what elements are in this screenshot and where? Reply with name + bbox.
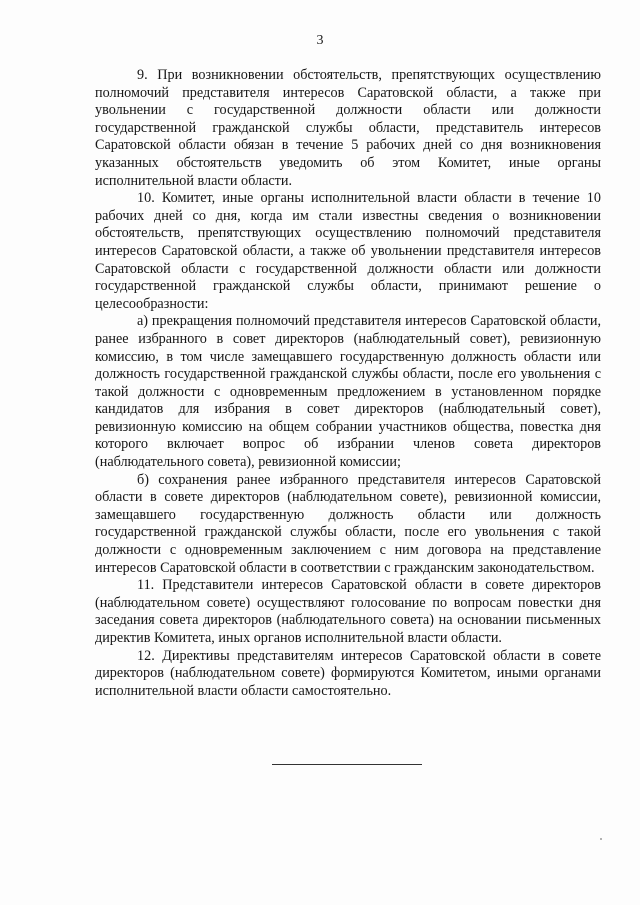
paragraph-10: 10. Комитет, иные органы исполнительной власти области в течение 10 рабочих дней со дня, когда им стали известны сведения о возникновении обстоятельств, препятствующих осуществлению полномочий представителя интересов Саратовской области, а также об увольнении представителя интересов Саратовской области с государственной должности области или должности государственной гражданской службы области, принимают решение о целесообразности: <box>95 190 601 312</box>
paragraph-12: 12. Директивы представителям интересов Саратовской области в совете директоров (наблюдательном совете) формируются Комитетом, иными органами исполнительной власти области самостоятельно. <box>95 647 601 699</box>
end-of-text-rule <box>272 764 422 765</box>
paragraph-10b: б) сохранения ранее избранного представителя интересов Саратовской области в совете директоров (наблюдательном совете), ревизионной комиссии, замещавшего государственную должность области или должность государственной гражданской службы области, после его увольнения с такой должности с одновременным заключением с ним договора на представление интересов Саратовской области в соответствии с гражданским законодательством. <box>95 471 601 576</box>
paragraph-10a: а) прекращения полномочий представителя интересов Саратовской области, ранее избранного в совет директоров (наблюдательный совет), ревизионную комиссию, в том числе замещавшего государственную должность области или должность государственной гражданской службы области, после его увольнения с такой должности с одновременным предложением в установленном порядке кандидатов для избрания в совет директоров (наблюдательный совет), ревизионную комиссию на общем собрании участников общества, повестка дня которого включает вопрос об избрании членов совета директоров (наблюдательного совета), ревизионной комиссии; <box>95 313 601 471</box>
paragraph-11: 11. Представители интересов Саратовской области в совете директоров (наблюдательном совете) осуществляют голосование по вопросам повестки дня заседания совета директоров (наблюдательного совета) на основании письменных директив Комитета, иных органов исполнительной власти области. <box>95 577 601 646</box>
paragraph-9: 9. При возникновении обстоятельств, препятствующих осуществлению полномочий представителя интересов Саратовской области, а также при увольнении с государственной должности области или должности государственной гражданской службы области, представитель интересов Саратовской области обязан в течение 5 рабочих дней со дня возникновения указанных обстоятельств уведомить об этом Комитет, иные органы исполнительной власти области. <box>95 67 601 189</box>
scan-speck <box>600 838 602 840</box>
document-body <box>95 67 601 700</box>
page-number: 3 <box>316 33 324 48</box>
